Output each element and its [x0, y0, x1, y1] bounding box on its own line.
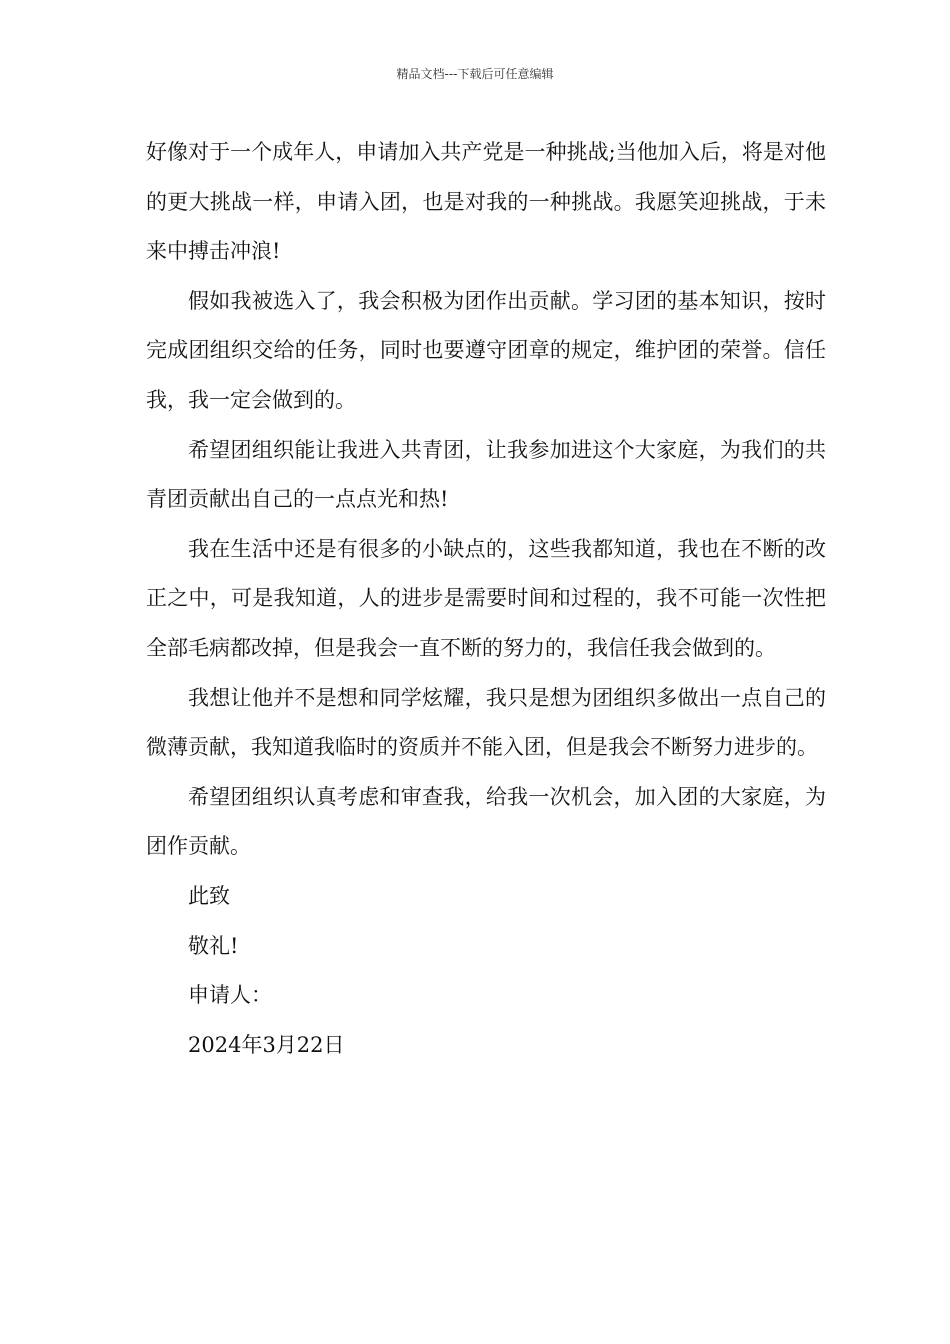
- page-header: [0, 66, 950, 82]
- closing-salutation: 此致: [188, 883, 230, 908]
- document-body: [146, 128, 826, 1070]
- paragraph-6: 希望团组织认真考虑和审查我，给我一次机会，加入团的大家庭，为团作贡献。: [146, 784, 826, 859]
- applicant-label: 申请人：: [188, 983, 272, 1008]
- closing-regards: 敬礼!: [188, 933, 239, 958]
- application-date: 2024年3月22日: [188, 1032, 345, 1057]
- paragraph-3: 希望团组织能让我进入共青团，让我参加进这个大家庭，为我们的共青团贡献出自己的一点点光和热!: [146, 437, 826, 512]
- paragraph-1: 好像对于一个成年人，申请加入共产党是一种挑战;当他加入后，将是对他的更大挑战一样，申请入团，也是对我的一种挑战。我愿笑迎挑战，于未来中搏击冲浪!: [146, 140, 826, 264]
- paragraph-2: 假如我被选入了，我会积极为团作出贡献。学习团的基本知识，按时完成团组织交给的任务，同时也要遵守团章的规定，维护团的荣誉。信任我，我一定会做到的。: [146, 288, 826, 412]
- paragraph-4: 我在生活中还是有很多的小缺点的，这些我都知道，我也在不断的改正之中，可是我知道，人的进步是需要时间和过程的，我不可能一次性把全部毛病都改掉，但是我会一直不断的努力的，我信任我会做到的。: [146, 536, 826, 660]
- paragraph-5: 我想让他并不是想和同学炫耀，我只是想为团组织多做出一点自己的微薄贡献，我知道我临时的资质并不能入团，但是我会不断努力进步的。: [146, 685, 826, 760]
- header-text: 精品文档---下载后可任意编辑: [396, 67, 554, 81]
